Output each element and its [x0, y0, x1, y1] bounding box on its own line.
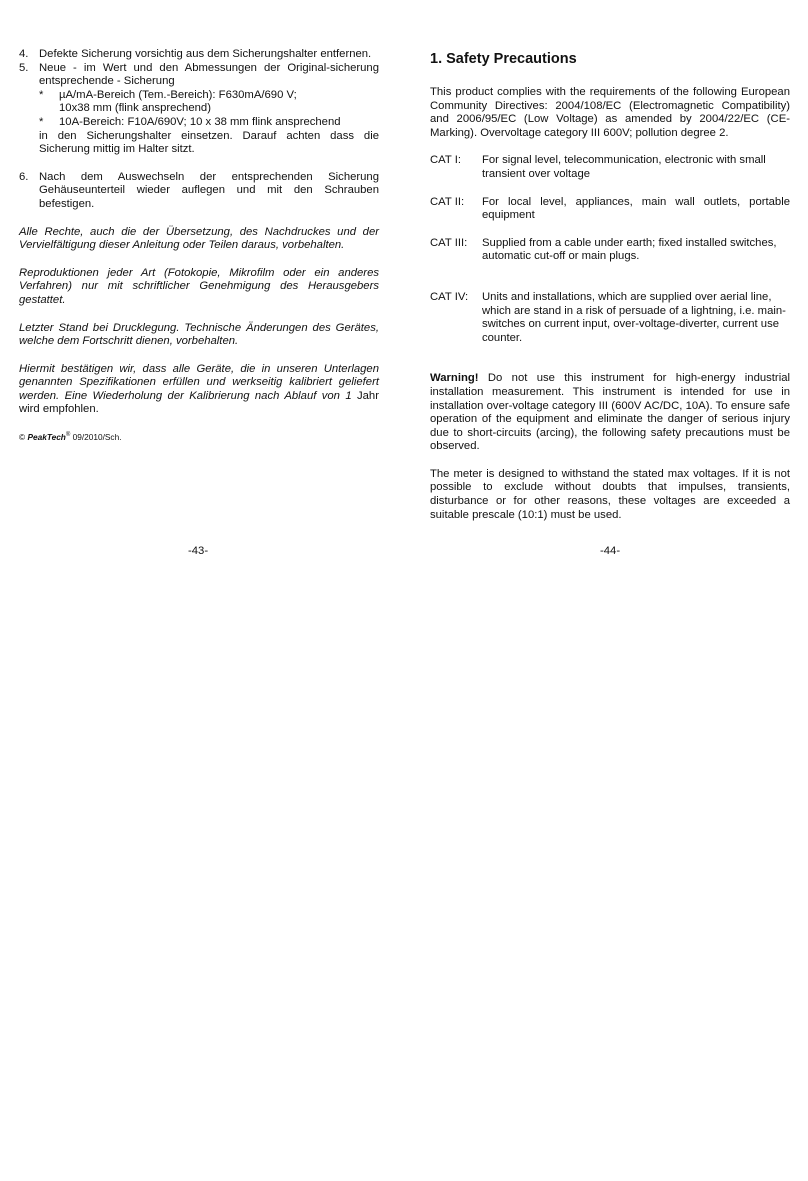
list-text: Nach dem Auswechseln der entsprechenden Sicherung Gehäuseunterteil wieder auflegen und mit den Schrauben befestigen. — [39, 170, 379, 210]
list-item-4 — [19, 48, 379, 62]
list-item-5 — [19, 62, 379, 157]
list-item-6 — [19, 171, 379, 212]
list-text: in den Sicherungshalter einsetzen. Darauf achten dass die Sicherung mittig im Halter sitzt. — [39, 129, 379, 156]
list-number: 6. — [19, 170, 29, 183]
bullet-symbol: * — [39, 88, 44, 101]
section-title: 1. Safety Precautions — [430, 51, 577, 67]
compliance-paragraph: This product complies with the requirements of the following European Community Directives: 2004/108/EC (Electromagnetic Compatibility) and 2006/95/EC (Low Voltage) as amended by 2004/22/EC (CE-Marking). Overvoltage category III 600V; pollution degree 2. — [430, 86, 790, 139]
cat-item — [430, 237, 790, 264]
rights-paragraph: Alle Rechte, auch die der Übersetzung, des Nachdruckes und der Vervielfältigung dieser Anleitung oder Teilen daraus, vorbehalten. — [19, 225, 379, 252]
reproduction-paragraph: Reproduktionen jeder Art (Fotokopie, Mikrofilm oder ein anderes Verfahren) nur mit schriftlicher Genehmigung des Herausgebers gestattet. — [19, 266, 379, 306]
warning-label: Warning! — [430, 372, 479, 385]
left-page — [19, 48, 379, 444]
list-number: 4. — [19, 48, 29, 60]
footer-date: 09/2010/Sch. — [70, 431, 122, 442]
cat-label: CAT I: — [430, 154, 461, 167]
copyright-symbol: © — [19, 431, 26, 442]
warning-text: Do not use this instrument for high-energy industrial installation measurement. This instrument is intended for use in installation over-voltage category III (600V AC/DC, 10A). To ensure safe operation of the equipment and eliminate the danger of serious injury due to short-circuits (arcing), the following safety precautions must be observed. — [430, 372, 790, 453]
page-number-left: -43- — [188, 545, 209, 557]
page-number-right: -44- — [600, 545, 621, 557]
bullet-line: µA/mA-Bereich (Tem.-Bereich): F630mA/690 V; — [59, 88, 297, 101]
calibration-text-tail: Jahr wird empfohlen. — [19, 389, 379, 416]
list-number: 5. — [19, 61, 29, 74]
status-paragraph: Letzter Stand bei Drucklegung. Technische Änderungen des Gerätes, welche dem Fortschritt dienen, vorbehalten. — [19, 321, 379, 348]
bullet-item — [39, 89, 379, 116]
meter-paragraph: The meter is designed to withstand the stated max voltages. If it is not possible to exclude without doubts that impulses, transients, disturbance or for other reasons, these voltages are exceeded a suitable prescale (10:1) must be used. — [430, 467, 790, 521]
bullet-symbol: * — [39, 115, 44, 128]
right-page — [430, 50, 790, 522]
calibration-paragraph — [19, 363, 379, 417]
cat-description: For local level, appliances, main wall outlets, portable equipment — [482, 195, 790, 222]
cat-label: CAT IV: — [430, 290, 469, 303]
footer-imprint — [19, 429, 379, 444]
cat-item — [430, 196, 790, 223]
bullet-line: 10x38 mm (flink ansprechend) — [59, 102, 211, 115]
registered-mark: ® — [65, 432, 71, 439]
list-text: Defekte Sicherung vorsichtig aus dem Sicherungshalter entfernen. — [39, 48, 372, 60]
cat-label: CAT III: — [430, 236, 468, 249]
cat-description: Units and installations, which are supplied over aerial line, which are stand in a risk of persuade of a lightning, i.e. main-switches on current input, over-voltage-diverter, current use counter. — [482, 290, 786, 344]
bullet-item — [39, 116, 379, 130]
cat-description: For signal level, telecommunication, electronic with small transient over voltage — [482, 154, 766, 180]
cat-item — [430, 154, 790, 181]
bullet-line: 10A-Bereich: F10A/690V; 10 x 38 mm flink ansprechend — [59, 115, 341, 128]
cat-label: CAT II: — [430, 195, 465, 208]
warning-paragraph — [430, 372, 790, 454]
calibration-text: Hiermit bestätigen wir, dass alle Geräte, die in unseren Unterlagen genannten Spezifikationen erfüllen und werkseitig kalibriert geliefert werden. Eine Wiederholung der Kalibrierung nach Ablauf von 1 — [19, 362, 379, 402]
cat-description: Supplied from a cable under earth; fixed installed switches, automatic cut-off or main plugs. — [482, 236, 777, 263]
list-text: Neue - im Wert und den Abmessungen der Original-sicherung entsprechende - Sicherung — [39, 61, 379, 88]
brand-name: PeakTech — [27, 431, 66, 442]
cat-item — [430, 291, 790, 345]
